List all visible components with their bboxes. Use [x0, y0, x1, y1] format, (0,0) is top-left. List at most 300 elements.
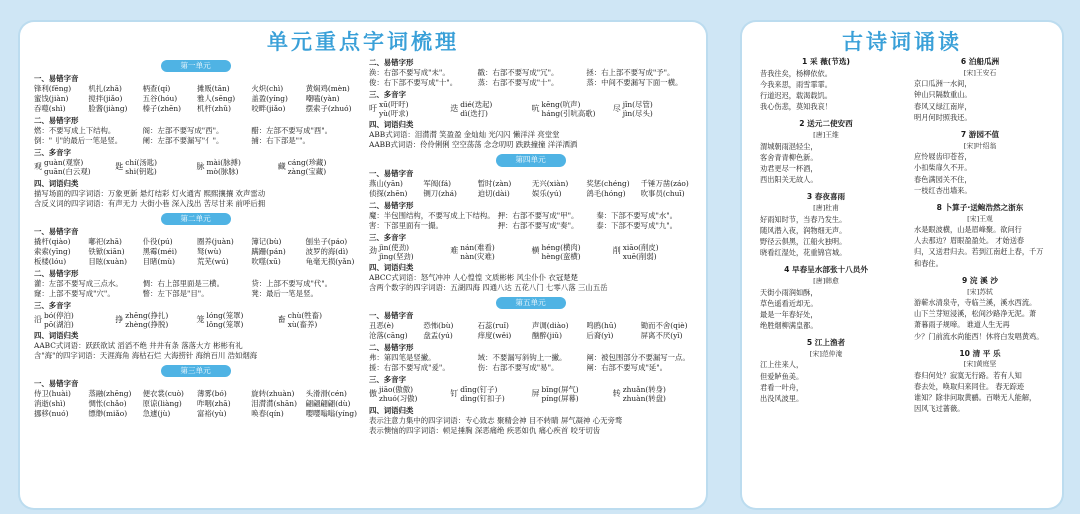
char-item: 目眩(xuàn) — [88, 256, 127, 266]
section-heading: 三、多音字 — [34, 148, 71, 158]
poem-line: 春去处，唤取归来同住。 春无踪迹 — [914, 382, 1025, 392]
char-item: 铁锨(xiān) — [88, 246, 125, 256]
polyphone-item — [115, 158, 194, 177]
char-item: 娱乐(yú) — [531, 188, 562, 198]
char-grid — [34, 84, 357, 114]
polyphone-item — [278, 158, 357, 177]
char-item: 五谷(hóu) — [142, 94, 178, 104]
shape-item: 秦：下部不要写成"水"。 — [596, 210, 678, 220]
word-line: ABCC式词语：怒气冲冲 人心惶惶 文质彬彬 风尘仆仆 衣冠楚楚 — [369, 273, 578, 283]
char-item: 榛子(zhēn) — [142, 104, 181, 114]
reading: xuē(削弱) — [622, 251, 657, 261]
poem-line: 因风飞过蔷薇。 — [914, 404, 965, 414]
shape-item: 窿：上部不要写成"穴"。 — [34, 288, 115, 298]
shape-item: 戳：右部不要写成"冗"。 — [477, 67, 559, 77]
poem — [908, 56, 1052, 123]
polyphone-char: 削 — [612, 246, 621, 256]
polyphone-readings — [460, 243, 494, 262]
reading: xiāo(削皮) — [622, 242, 659, 252]
reading: shi(钥匙) — [125, 167, 157, 177]
poem-line: 萧暮雨子规啼。 谁道人生无再 — [914, 320, 1010, 330]
poem-author: [唐]杜甫 — [813, 204, 839, 213]
poem-line: 京口瓜洲一水间， — [914, 79, 972, 89]
reading: jìn(使劲) — [379, 242, 409, 252]
char-item: 蒸融(zhēng) — [88, 389, 132, 399]
poem-line: 出没风波里。 — [760, 393, 804, 403]
reading: bó(停泊) — [44, 310, 74, 320]
polyphone-item — [450, 385, 529, 404]
reading: zhuó(习傲) — [379, 394, 418, 404]
shape-grid — [34, 126, 357, 146]
char-item: 挪移(nuó) — [34, 409, 69, 419]
polyphone-readings — [623, 243, 659, 262]
shape-item: 弗：第四笔是竖撇。 — [369, 353, 436, 363]
polyphone-char: 观 — [34, 161, 42, 171]
polyphone-char: 畜 — [277, 314, 286, 324]
poem-line: 小扣柴扉久不开。 — [914, 163, 972, 173]
reading: nàn(灾难) — [460, 251, 495, 261]
reading: dīng(钉子) — [460, 385, 498, 395]
word-line: 描写场面的四字词语：万象更新 悬灯结彩 灯火通宵 熙熙攘攘 欢声雷动 — [34, 188, 266, 198]
word-line: 含两个数字的四字词语：五湖四海 四通八达 五花八门 七零八落 三山五岳 — [369, 283, 608, 292]
char-grid — [34, 389, 357, 419]
polyphone-char: 吁 — [369, 103, 377, 113]
char-item: 薄雾(bó) — [196, 389, 227, 399]
shape-item: 域：不要漏写斜钩上一撇。 — [477, 353, 567, 363]
shape-item: 蒸：中间不要漏写下面一横。 — [586, 77, 683, 87]
polyphone-readings — [125, 311, 168, 330]
poem-line: 随风潜入夜，润物细无声。 — [760, 225, 847, 235]
char-item: 摆索子(zhuó) — [305, 104, 352, 114]
polyphone-item — [115, 311, 194, 330]
word-line: AABB式词语：伶伶俐俐 空空荡荡 念念叨叨 跌跌撞撞 洋洋洒洒 — [369, 140, 578, 150]
shape-item: 拯：右上部不要写成"予"。 — [586, 67, 675, 77]
char-item: 嘟祀(zhā) — [88, 236, 122, 246]
poem-title: 6 泊船瓜洲 — [960, 57, 1000, 66]
poem-text — [908, 297, 1052, 342]
reading: zhèng(挣脱) — [125, 319, 169, 329]
poem-author: [宋]苏轼 — [967, 287, 993, 296]
poem-line: 一枝红杏出墙来。 — [914, 185, 972, 195]
polyphone-item — [34, 158, 113, 177]
polyphone-item — [613, 100, 692, 119]
char-item: 黑霉(méi) — [142, 246, 177, 256]
section-heading: 一、易错字音 — [369, 168, 414, 178]
word-line: 表示注意力集中的四字词语：专心致志 聚精会神 目不转睛 屏气凝神 心无旁骛 — [369, 415, 623, 425]
char-item: 痒度(wěi) — [477, 331, 512, 341]
poem-line: 昔我往矣，杨柳依依。 — [760, 68, 832, 78]
poem — [908, 129, 1052, 196]
section-heading: 二、易错字形 — [34, 268, 79, 278]
shape-item: 阁：左部不要写成"西"。 — [142, 126, 224, 136]
shape-item: 俊：右下部不要写成"十"。 — [369, 77, 458, 87]
column-2 — [363, 56, 698, 504]
polyphone-char: 藏 — [277, 161, 286, 171]
shape-item: 涣：右部不要写成"未"。 — [369, 67, 450, 77]
char-item: 驽(wù) — [196, 246, 222, 256]
shape-grid — [369, 211, 692, 231]
polyphone-char: 傲 — [369, 388, 377, 398]
poem-author: [宋]王观 — [967, 214, 993, 223]
char-item: 燕山(yān) — [369, 178, 403, 188]
reading: lǒng(笼罩) — [206, 319, 244, 329]
polyphone-char: 挣 — [115, 314, 124, 324]
poem — [908, 202, 1052, 269]
char-item: 声调(diào) — [531, 321, 569, 331]
reading: jìn(尽头) — [622, 109, 653, 119]
poem-title: 10 清 平 乐 — [959, 348, 1001, 358]
polyphone-readings — [379, 100, 408, 119]
poem-line: 但爱鲈鱼美。 — [760, 371, 804, 381]
poem-line: 明月何时照我还。 — [914, 112, 972, 122]
polyphone-readings — [44, 311, 74, 330]
polyphone-readings — [288, 311, 322, 330]
polyphone-char: 脉 — [196, 161, 205, 171]
reading: héng(横肉) — [541, 242, 581, 252]
char-item: 咬畔(jiǎo) — [251, 104, 286, 114]
polyphone-item — [369, 385, 448, 404]
polyphone-readings — [207, 311, 244, 330]
polyphone-item — [613, 243, 692, 262]
char-item: 搅拌(jiǎo) — [88, 94, 123, 104]
poem-text — [908, 224, 1052, 269]
poem-line: 劝君更尽一杯酒， — [760, 164, 818, 173]
polyphone-char: 横 — [531, 246, 540, 256]
polyphone-char: 沿 — [34, 314, 42, 324]
poem-line: 和春住。 — [914, 258, 943, 268]
shape-item: 押：右部不要写成"甲"。 — [497, 210, 579, 220]
reading: zhuàn(转盘) — [622, 394, 666, 404]
reading: guān(白云观) — [44, 167, 91, 177]
reading: zhuǎn(转身) — [622, 385, 666, 395]
polyphone-item — [450, 100, 529, 119]
polyphone-grid — [34, 158, 357, 177]
polyphone-item — [369, 243, 448, 262]
char-item: 板楼(lóu) — [34, 256, 67, 266]
poem-line: 今我来思，雨雪霏霏。 — [760, 79, 832, 89]
char-item: 吹噬(xū) — [251, 256, 281, 266]
polyphone-char: 匙 — [115, 161, 124, 171]
char-item: 嘲嗑(yàn) — [305, 94, 340, 104]
poem-line: 归，又送君归去。若到江南赶上春，千万 — [914, 247, 1044, 257]
poem-line: 谁知？除非问取黄鹂。百啭无人能解， — [914, 393, 1037, 403]
poem-line: 天街小雨润如酥， — [760, 287, 818, 297]
reading: háng(引吭高歌) — [541, 109, 596, 119]
poem — [754, 337, 898, 404]
polyphone-readings — [542, 243, 581, 262]
shape-item: 害：下部里面有一撮。 — [369, 220, 443, 230]
polyphone-readings — [288, 158, 327, 177]
shape-item: 贷：上部不要写成"代"。 — [251, 278, 333, 288]
char-item: 嘤嘤嗡嗡(yíng) — [305, 409, 357, 419]
shape-item: 凳：最后一笔是竖。 — [251, 288, 318, 298]
reading: cáng(珍藏) — [287, 158, 327, 168]
char-item: 便衣裳(cuò) — [142, 389, 184, 399]
reading: chí(汤匙) — [125, 158, 158, 168]
char-item: 龟毫无损(yǎn) — [305, 256, 355, 266]
poem-title: 8 卜算子·送鲍浩然之浙东 — [936, 202, 1024, 212]
poem-text — [754, 214, 898, 259]
left-title: 单元重点字词梳理 — [267, 30, 459, 54]
shape-item: 瞥：左下部是"目"。 — [142, 288, 209, 298]
char-item: 原谅(liàng) — [142, 399, 182, 409]
char-item: 侍卫(huài) — [34, 389, 71, 399]
word-line: 含反义词的四字词语：有声无力 大街小巷 深入浅出 苦尽甘来 前呼后拥 — [34, 198, 266, 208]
shape-item: 魔：半包围结构，不要写成上下结构。 — [369, 210, 495, 220]
reading: yù(吁求) — [379, 109, 409, 119]
poem-line: 最是一年春好处， — [760, 309, 818, 319]
char-item: 鸽毛(hóng) — [586, 188, 626, 198]
poem-text — [754, 68, 898, 113]
shape-item: 伤：右部不要写成"易"。 — [477, 363, 559, 373]
shape-item: 蒸：右部不要写成"十"。 — [477, 77, 559, 87]
poem-line: 客舍青青柳色新。 — [760, 152, 818, 162]
polyphone-char: 吭 — [531, 103, 540, 113]
char-item: 缥缈(miǎo) — [88, 409, 128, 419]
poem-line: 草色遥看近却无。 — [760, 298, 818, 308]
char-item: 侦探(zhēn) — [369, 188, 408, 198]
poem-author: [唐]王维 — [813, 131, 839, 140]
polyphone-char: 屏 — [531, 388, 540, 398]
char-item: 石蕊(ruǐ) — [477, 321, 509, 331]
char-item: 屏离不厌(yǐ) — [640, 331, 683, 341]
reading: xū(吁吁) — [379, 99, 409, 109]
poem-title: 4 早春呈水部张十八员外 — [784, 265, 868, 275]
poem-line: 好雨知时节，当春乃发生。 — [760, 214, 847, 224]
poem — [754, 118, 898, 185]
char-item: 翩翩翩翩(dù) — [305, 399, 351, 409]
poem-title: 2 送元二使安西 — [799, 119, 853, 129]
char-item: 富裕(yù) — [196, 409, 227, 419]
poem — [754, 264, 898, 331]
char-item: 迫切(dài) — [477, 188, 510, 198]
reading: dìng(钉扣子) — [460, 394, 505, 404]
char-item: 簿记(bù) — [251, 236, 282, 246]
polyphone-char: 尽 — [612, 103, 621, 113]
poem-line: 行道迟迟，载渴载饥。 — [760, 91, 832, 101]
polyphone-grid — [369, 100, 692, 119]
char-item: 千锤万凿(záo) — [640, 178, 689, 188]
shape-item: 阐：被包围部分不要漏写一点。 — [586, 353, 690, 363]
polyphone-readings — [623, 100, 653, 119]
poem-title: 7 游园不值 — [960, 129, 1000, 139]
section-heading: 四、词语归类 — [369, 263, 414, 273]
word-line: 含"海"的四字词语：天涯海角 海枯石烂 大海捞针 海纳百川 浩如烟海 — [34, 351, 258, 361]
char-item: 刨坐子(páo) — [305, 236, 348, 246]
char-item: 丑恶(è) — [369, 321, 394, 331]
reading: chù(牲畜) — [287, 310, 322, 320]
char-item: 后裔(yì) — [586, 331, 614, 341]
poem — [754, 56, 898, 112]
char-item: 机杆(zhǔ) — [196, 104, 231, 114]
shape-item: 灌：左部不要写成三点水。 — [34, 278, 123, 288]
reading: zhēng(挣扎) — [125, 310, 169, 320]
char-item: 雅人(sēng) — [196, 94, 236, 104]
column-1 — [28, 56, 363, 504]
polyphone-item — [34, 311, 113, 330]
section-heading: 四、词语归类 — [34, 178, 79, 188]
poem-line: 少？门前流水尚能西！休将白发唱黄鸡。 — [914, 331, 1044, 341]
char-item: 锋利(fēng) — [34, 84, 72, 94]
polyphone-char: 笼 — [196, 314, 205, 324]
poem — [754, 191, 898, 258]
shape-grid — [369, 353, 692, 373]
poem-line: 水是眼波横，山是眉峰聚。欲问行 — [914, 225, 1022, 235]
char-item: 恐怖(bù) — [423, 321, 454, 331]
char-item: 黄焖鸡(mèn) — [305, 84, 350, 94]
poem-title: 5 江上渔者 — [806, 338, 846, 348]
shape-item: 捕：右下部是""。 — [251, 136, 310, 146]
char-item: 头滑滑(cén) — [305, 389, 347, 399]
polyphone-readings — [542, 100, 596, 119]
reading: mài(脉搏) — [206, 158, 241, 168]
char-item: 泪潸潸(shān) — [251, 399, 297, 409]
section-heading: 二、易错字形 — [369, 200, 414, 210]
poem-line: 应怜屐齿印苍苔， — [914, 152, 972, 162]
char-item: 唤春(qín) — [251, 409, 284, 419]
poem-line: 春色满园关不住， — [914, 174, 972, 184]
char-item: 盖盈(yíng) — [251, 94, 288, 104]
char-item: 沧落(cāng) — [369, 331, 408, 341]
char-item: 蹒跚(pán) — [251, 246, 286, 256]
reading: píng(屏幕) — [541, 394, 579, 404]
char-item: 圈养(juàn) — [196, 236, 234, 246]
polyphone-item — [369, 100, 448, 119]
polyphone-readings — [379, 385, 417, 404]
char-item: 摊贩(tān) — [196, 84, 230, 94]
polyphone-readings — [125, 158, 157, 177]
char-grid — [369, 321, 692, 341]
polyphone-readings — [460, 100, 492, 119]
char-item: 脸酱(jiàng) — [88, 104, 128, 114]
poem-title: 9 浣 溪 沙 — [962, 275, 998, 285]
shape-grid — [34, 279, 357, 299]
word-line: AABC式词语：跃跃欲试 滔滔不绝 井井有条 落落大方 彬彬有礼 — [34, 341, 243, 351]
char-item: 仆役(pú) — [142, 236, 173, 246]
reading: pō(湖泊) — [44, 319, 74, 329]
section-heading: 一、易错字音 — [34, 379, 79, 389]
section-heading: 一、易错字音 — [369, 311, 414, 321]
char-item: 盘盂(yú) — [423, 331, 453, 341]
polyphone-readings — [379, 243, 414, 262]
polyphone-item — [532, 243, 611, 262]
polyphone-item — [450, 243, 529, 262]
polyphone-item — [532, 100, 611, 119]
polyphone-grid — [34, 311, 357, 330]
polyphone-readings — [542, 385, 579, 404]
poem-line: 春归何处？寂寞无行路。若有人知 — [914, 370, 1022, 380]
char-item: 铡刀(zhá) — [423, 188, 457, 198]
reading: zàng(宝藏) — [287, 167, 327, 177]
shape-item: 醋：左部不要写成"酉"。 — [251, 126, 333, 136]
char-item: 暂时(zàn) — [477, 178, 512, 188]
section-heading: 三、多音字 — [369, 375, 406, 385]
poem-author: [宋]叶绍翁 — [963, 141, 997, 150]
char-item: 旋转(zhuàn) — [251, 389, 295, 399]
char-item: 目睹(mù) — [142, 256, 175, 266]
poem-card — [742, 22, 1062, 508]
char-item: 索索(yīng) — [34, 246, 71, 256]
word-review-columns — [28, 56, 698, 504]
poem-author: [宋]王安石 — [963, 68, 997, 77]
poem-line: 晓看红湿处，花重锦官城。 — [760, 248, 847, 258]
reading: guàn(观察) — [44, 158, 84, 168]
poem-text — [754, 359, 898, 404]
poem-line: 我心伤悲，莫知我哀！ — [760, 102, 832, 112]
polyphone-item — [613, 385, 692, 404]
reading: lóng(笼罩) — [206, 310, 244, 320]
section-heading: 二、易错字形 — [34, 116, 79, 126]
section-heading: 一、易错字音 — [34, 226, 79, 236]
polyphone-readings — [460, 385, 505, 404]
char-item: 奖惩(chéng) — [586, 178, 630, 188]
reading: kēng(吭声) — [541, 99, 581, 109]
poem-column-left — [754, 56, 898, 502]
polyphone-grid — [369, 385, 692, 404]
poem-text — [908, 151, 1052, 196]
word-line: 表示懊恼的四字词语：顿足捶胸 深恶痛绝 疾恶如仇 痛心疾首 咬牙切齿 — [369, 425, 601, 435]
polyphone-readings — [207, 158, 241, 177]
char-item: 酗醉(jiǔ) — [531, 331, 562, 341]
char-item: 吹事员(chuī) — [640, 188, 685, 198]
poem — [908, 348, 1052, 415]
shape-item: 燃：不要写成上下结构。 — [34, 126, 116, 136]
reading: xù(畜养) — [287, 319, 318, 329]
shape-item: 押：右部不要写成"奏"。 — [497, 220, 579, 230]
char-grid — [369, 179, 692, 199]
poem-line: 君看一叶舟， — [760, 382, 804, 392]
poem — [908, 275, 1052, 342]
reading: hèng(蛮横) — [541, 251, 581, 261]
polyphone-item — [532, 385, 611, 404]
polyphone-char: 迭 — [450, 103, 459, 113]
char-item: 蜜饯(jiàn) — [34, 94, 69, 104]
polyphone-char: 劲 — [369, 246, 377, 256]
poem-author: [宋]黄庭坚 — [963, 360, 997, 369]
char-item: 锄而不舍(qiè) — [640, 321, 688, 331]
char-item: 撬杆(qiào) — [34, 236, 71, 246]
section-heading: 三、多音字 — [34, 300, 71, 310]
reading: jìng(坚劲) — [379, 251, 414, 261]
poem-line: 春风又绿江南岸， — [914, 101, 972, 111]
char-item: 消逝(shì) — [34, 399, 66, 409]
section-heading: 四、词语归类 — [369, 405, 414, 415]
poem-text — [908, 370, 1052, 415]
section-heading: 四、词语归类 — [34, 331, 79, 341]
poem-text — [908, 78, 1052, 123]
shape-item: 阐：右部不要写成"延"。 — [586, 363, 668, 373]
section-heading: 二、易错字形 — [369, 58, 414, 67]
poem-text — [754, 141, 898, 186]
polyphone-item — [197, 311, 276, 330]
shape-item: 惆：右上部里面是三横。 — [142, 278, 224, 288]
word-line: ABB式词语：泪潸潸 笑盈盈 金灿灿 光闪闪 懒洋洋 亮堂堂 — [369, 130, 560, 140]
poem-line: 江上往来人， — [760, 360, 804, 370]
polyphone-item — [278, 311, 357, 330]
polyphone-grid — [369, 243, 692, 262]
unit-badge: 第三单元 — [161, 365, 231, 377]
char-item: 咋咽(zhā) — [196, 399, 231, 409]
char-item: 机扎(zhā) — [88, 84, 122, 94]
char-grid — [34, 237, 357, 267]
shape-item: 阑：左部不要漏写"亻"。 — [142, 136, 224, 146]
poem-line: 西出阳关无故人。 — [760, 175, 818, 185]
polyphone-item — [197, 158, 276, 177]
section-heading: 一、易错字音 — [34, 74, 79, 84]
section-heading: 四、词语归类 — [369, 120, 414, 130]
poem-author: [宋]范仲淹 — [809, 349, 843, 358]
polyphone-char: 钉 — [450, 388, 459, 398]
